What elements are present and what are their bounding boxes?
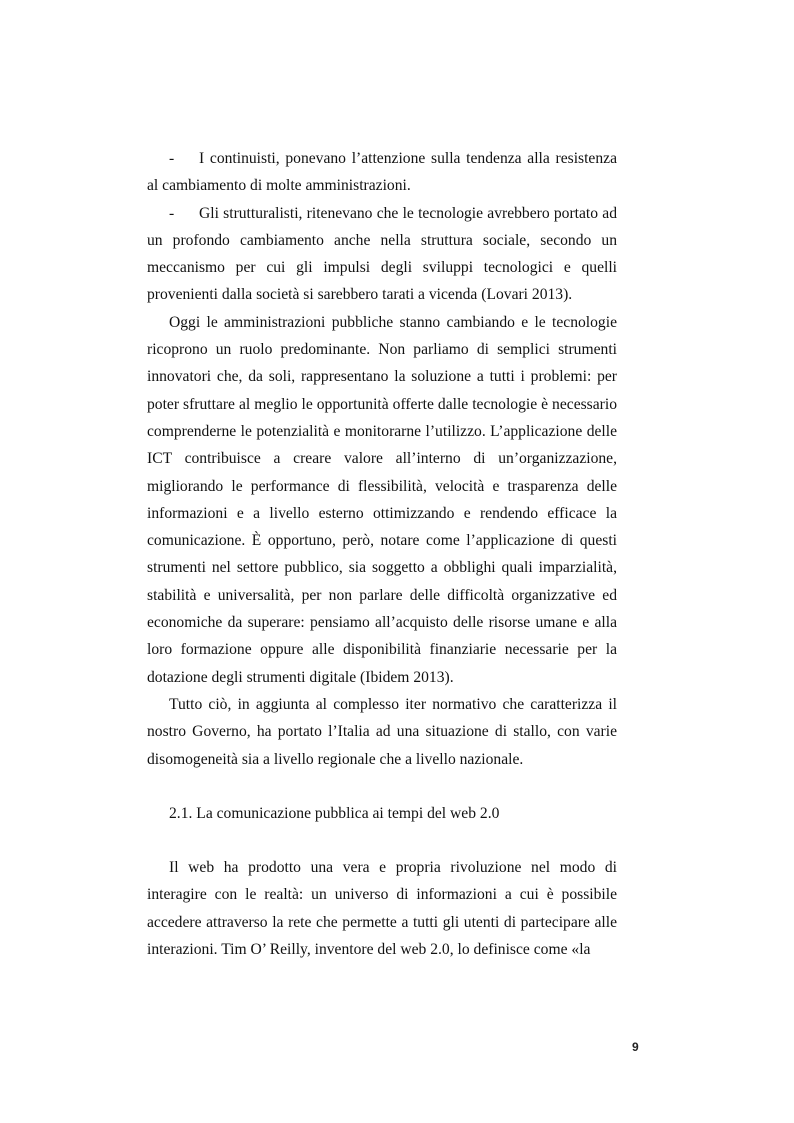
bullet-dash: - bbox=[169, 204, 175, 222]
page-number: 9 bbox=[632, 1040, 639, 1054]
bullet-item-strutturalisti bbox=[147, 200, 617, 309]
paragraph: Tutto ciò, in aggiunta al complesso iter normativo che caratterizza il nostro Governo, ha portato l’Italia ad una situazione di stallo, con varie disomogeneità sia a livello regionale che a livello nazionale. bbox=[147, 695, 617, 768]
section-heading: 2.1. La comunicazione pubblica ai tempi del web 2.0 bbox=[169, 804, 500, 822]
bullet-dash: - bbox=[169, 150, 175, 167]
bullet-item-continuisti bbox=[147, 145, 617, 200]
paragraph: Oggi le amministrazioni pubbliche stanno cambiando e le tecnologie ricoprono un ruolo predominante. Non parliamo di semplici strumenti innovatori che, da soli, rappresentano la soluzione a tutti i problemi: per poter sfruttare al meglio le opportunità offerte dalle tecnologie è necessario comprenderne le potenzialità e monitorarne l’utilizzo. L’applicazione delle ICT contribuisce a creare valore all’interno di un’organizzazione, migliorando le performance di flessibilità, velocità e trasparenza delle informazioni e a livello esterno ottimizzando e rendendo efficace la comunicazione. È opportuno, però, notare come l’applicazione di questi strumenti nel settore pubblico, sia soggetto a obblighi quali imparzialità, stabilità e universalità, per non parlare delle difficoltà organizzative ed economiche da superare: pensiamo all’acquisto delle risorse umane e alla loro formazione oppure alle disponibilità finanziarie necessarie per la dotazione degli strumenti digitale (Ibidem 2013). bbox=[147, 313, 617, 686]
bullet-text: I continuisti, ponevano l’attenzione sulla tendenza alla resistenza al cambiamento di molte amministrazioni. bbox=[147, 150, 617, 195]
body-text bbox=[147, 145, 617, 963]
paragraph: Il web ha prodotto una vera e propria rivoluzione nel modo di interagire con le realtà: un universo di informazioni a cui è possibile accedere attraverso la rete che permette a tutti gli utenti di partecipare alle interazioni. Tim O’ Reilly, inventore del web 2.0, lo definisce come «la bbox=[147, 859, 617, 959]
bullet-text: Gli strutturalisti, ritenevano che le tecnologie avrebbero portato ad un profondo cambiamento anche nella struttura sociale, secondo un meccanismo per cui gli impulsi degli sviluppi tecnologici e quelli provenienti dalla società si sarebbero tarati a vicenda (Lovari 2013). bbox=[147, 204, 617, 304]
